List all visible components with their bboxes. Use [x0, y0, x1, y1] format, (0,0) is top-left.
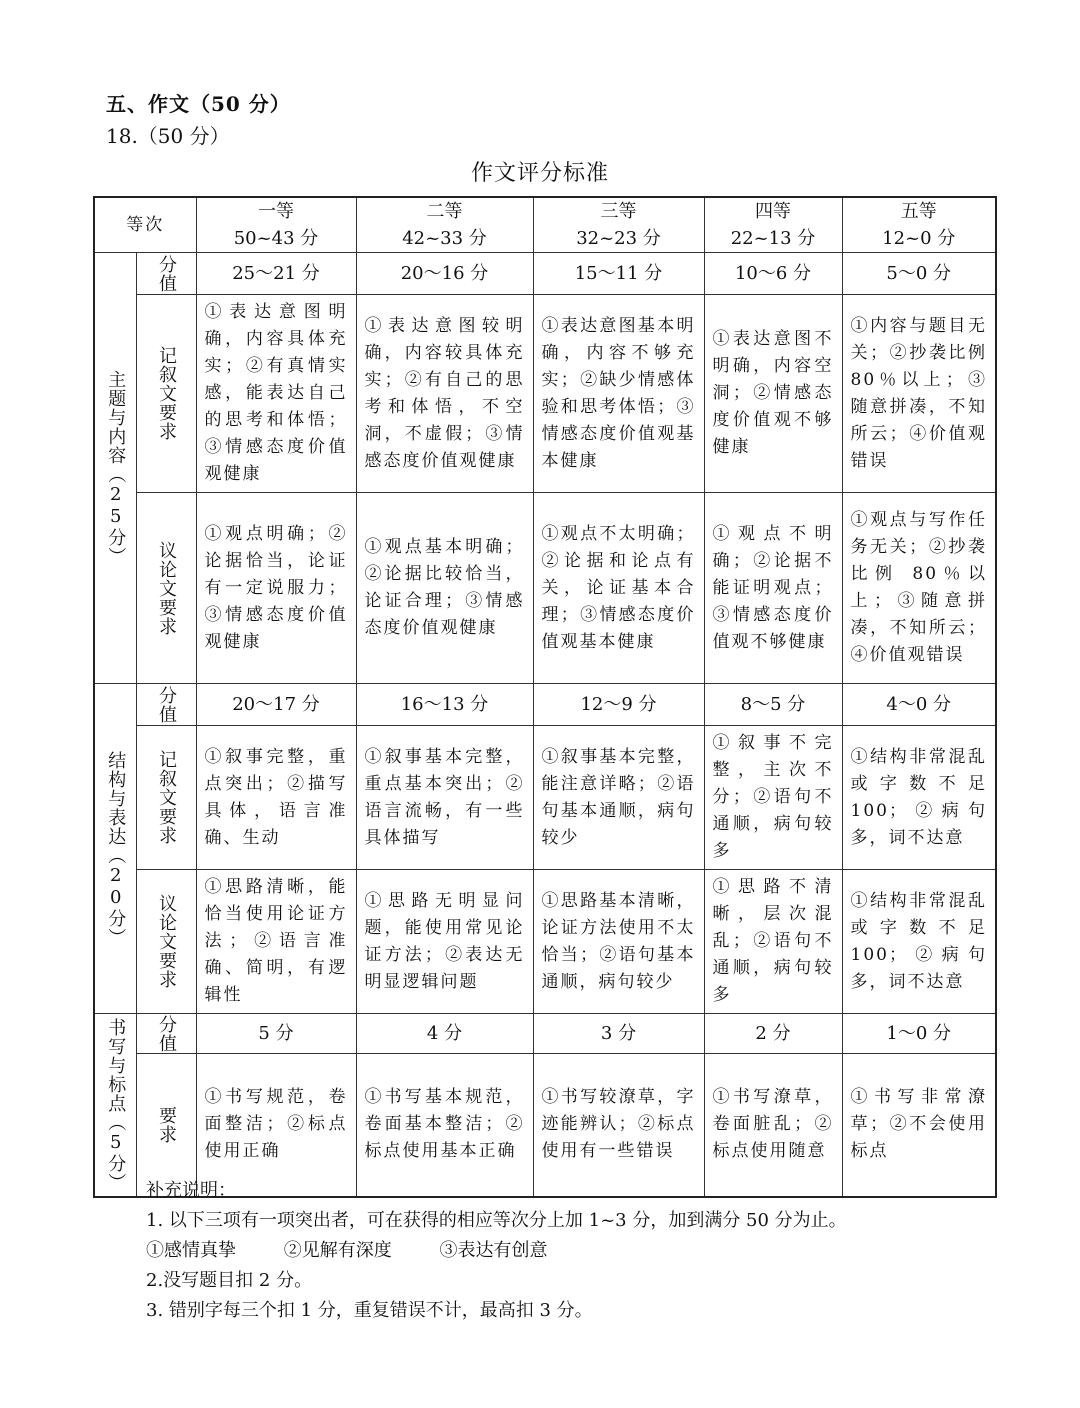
row-label-cell — [136, 870, 196, 1014]
level-range: 50~43 分 — [233, 228, 319, 249]
score-row — [94, 1014, 996, 1054]
criteria-cell: ①结构非常混乱或字数不足 100；②病句多，词不达意 — [842, 870, 996, 1014]
notes-title: 补充说明： — [146, 1180, 236, 1201]
criteria-cell: ①结构非常混乱或字数不足 100；②病句多，词不达意 — [842, 726, 996, 870]
criteria-cell: ①内容与题目无关；②抄袭比例 80％以上；③随意拼凑，不知所云；④价值观错误 — [842, 295, 996, 493]
category-cell — [94, 253, 136, 684]
score-label-cell — [136, 1014, 196, 1054]
criteria-cell: ①观点与写作任务无关；②抄袭比例 80％以上；③随意拼凑，不知所云；④价值观错误 — [842, 493, 996, 684]
score-label: 分值 — [156, 1014, 177, 1053]
criteria-cell: ①表达意图明确，内容具体充实；②有真情实感，能表达自己的思考和体悟；③情感态度价值观健康 — [196, 295, 356, 493]
bonus-option: ①感情真挚 — [146, 1240, 236, 1261]
score-value: 1～0 分 — [842, 1014, 996, 1054]
score-value: 8～5 分 — [704, 684, 842, 726]
score-label-cell — [136, 684, 196, 726]
rubric-table — [93, 196, 997, 1198]
score-value: 2 分 — [704, 1014, 842, 1054]
score-value: 16～13 分 — [356, 684, 533, 726]
criteria-cell: ①表达意图较明确，内容较具体充实；②有自己的思考和体悟，不空洞，不虚假；③情感态度价值观健康 — [356, 295, 533, 493]
header-level-4 — [704, 197, 842, 253]
category-cell — [94, 684, 136, 1014]
row-label-cell — [136, 295, 196, 493]
category-label: 主题与内容（25分） — [105, 370, 127, 566]
row-label-cell — [136, 493, 196, 684]
header-level-5 — [842, 197, 996, 253]
supplementary-notes — [146, 1176, 847, 1326]
criteria-cell: ①书写基本规范，卷面基本整洁；②标点使用基本正确 — [356, 1054, 533, 1197]
row-label: 议论文要求 — [156, 894, 177, 989]
criteria-cell: ①观点不太明确；②论据和论点有关，论证基本合理；③情感态度价值观基本健康 — [533, 493, 704, 684]
level-name: 四等 — [755, 201, 791, 222]
level-range: 42~33 分 — [402, 228, 487, 249]
requirement-row — [94, 726, 996, 870]
score-value: 20～16 分 — [356, 253, 533, 295]
level-name: 二等 — [426, 201, 463, 222]
table-title: 作文评分标准 — [470, 161, 609, 186]
criteria-cell: ①表达意图基本明确，内容不够充实；②缺少情感体验和思考体悟；③情感态度价值观基本健康 — [533, 295, 704, 493]
criteria-cell: ①思路清晰，能恰当使用论证方法；②语言准确、简明，有逻辑性 — [196, 870, 356, 1014]
criteria-cell: ①观点不明确；②论据不能证明观点；③情感态度价值观不够健康 — [704, 493, 842, 684]
header-row — [94, 197, 996, 253]
criteria-cell: ①观点明确；②论据恰当，论证有一定说服力；③情感态度价值观健康 — [196, 493, 356, 684]
criteria-cell: ①表达意图不明确，内容空洞；②情感态度价值观不够健康 — [704, 295, 842, 493]
requirement-row — [94, 295, 996, 493]
category-label: 书写与标点（5分） — [105, 1017, 127, 1192]
requirement-row — [94, 493, 996, 684]
header-level-1 — [196, 197, 356, 253]
note-item-2: 2.没写题目扣 2 分。 — [146, 1270, 313, 1291]
criteria-cell: ①观点基本明确；②论据比较恰当，论证合理；③情感态度价值观健康 — [356, 493, 533, 684]
criteria-cell: ①思路不清晰，层次混乱；②语句不通顺，病句较多 — [704, 870, 842, 1014]
score-label-cell — [136, 253, 196, 295]
row-label: 记叙文要求 — [156, 346, 177, 441]
criteria-cell: ①书写规范，卷面整洁；②标点使用正确 — [196, 1054, 356, 1197]
level-name: 三等 — [600, 201, 637, 222]
score-value: 3 分 — [533, 1014, 704, 1054]
level-range: 12~0 分 — [882, 228, 956, 249]
bonus-option: ③表达有创意 — [439, 1240, 548, 1261]
score-value: 5～0 分 — [842, 253, 996, 295]
question-title: 18.（50 分） — [106, 124, 230, 148]
level-range: 32~23 分 — [576, 228, 661, 249]
bonus-option: ②见解有深度 — [283, 1240, 392, 1261]
score-value: 20～17 分 — [196, 684, 356, 726]
row-label-cell — [136, 726, 196, 870]
header-level-3 — [533, 197, 704, 253]
requirement-row — [94, 870, 996, 1014]
criteria-cell: ①叙事基本完整，重点基本突出；②语言流畅，有一些具体描写 — [356, 726, 533, 870]
category-label: 结构与表达（20分） — [105, 750, 127, 947]
note-item-1: 1. 以下三项有一项突出者，可在获得的相应等次分上加 1~3 分，加到满分 50 分为止。 — [146, 1210, 847, 1231]
score-row — [94, 253, 996, 295]
score-value: 4 分 — [356, 1014, 533, 1054]
score-value: 10～6 分 — [704, 253, 842, 295]
criteria-cell: ①书写非常潦草；②不会使用标点 — [842, 1054, 996, 1197]
score-label: 分值 — [156, 254, 177, 293]
score-value: 25～21 分 — [196, 253, 356, 295]
row-label: 议论文要求 — [156, 540, 177, 636]
criteria-cell: ①思路无明显问题，能使用常见论证方法；②表达无明显逻辑问题 — [356, 870, 533, 1014]
criteria-cell: ①书写较潦草，字迹能辨认；②标点使用有一些错误 — [533, 1054, 704, 1197]
criteria-cell: ①叙事不完整，主次不分；②语句不通顺，病句较多 — [704, 726, 842, 870]
level-range: 22~13 分 — [730, 228, 816, 249]
level-name: 五等 — [900, 201, 937, 222]
criteria-cell: ①思路基本清晰，论证方法使用不太恰当；②语句基本通顺，病句较少 — [533, 870, 704, 1014]
row-label: 记叙文要求 — [156, 750, 177, 845]
row-label: 要求 — [156, 1105, 177, 1144]
header-level-2 — [356, 197, 533, 253]
score-label: 分值 — [156, 685, 177, 724]
score-value: 4～0 分 — [842, 684, 996, 726]
category-cell — [94, 1014, 136, 1197]
criteria-cell: ①叙事完整，重点突出；②描写具体，语言准确、生动 — [196, 726, 356, 870]
score-row — [94, 684, 996, 726]
note-item-3: 3. 错别字每三个扣 1 分，重复错误不计，最高扣 3 分。 — [146, 1300, 593, 1321]
header-corner: 等次 — [94, 197, 196, 253]
criteria-cell: ①叙事基本完整，能注意详略；②语句基本通顺，病句较少 — [533, 726, 704, 870]
criteria-cell: ①书写潦草，卷面脏乱；②标点使用随意 — [704, 1054, 842, 1197]
level-name: 一等 — [258, 201, 294, 222]
section-title: 五、作文（50 分） — [106, 92, 291, 116]
score-value: 5 分 — [196, 1014, 356, 1054]
score-value: 15～11 分 — [533, 253, 704, 295]
score-value: 12～9 分 — [533, 684, 704, 726]
note-item-1-options — [146, 1236, 847, 1266]
